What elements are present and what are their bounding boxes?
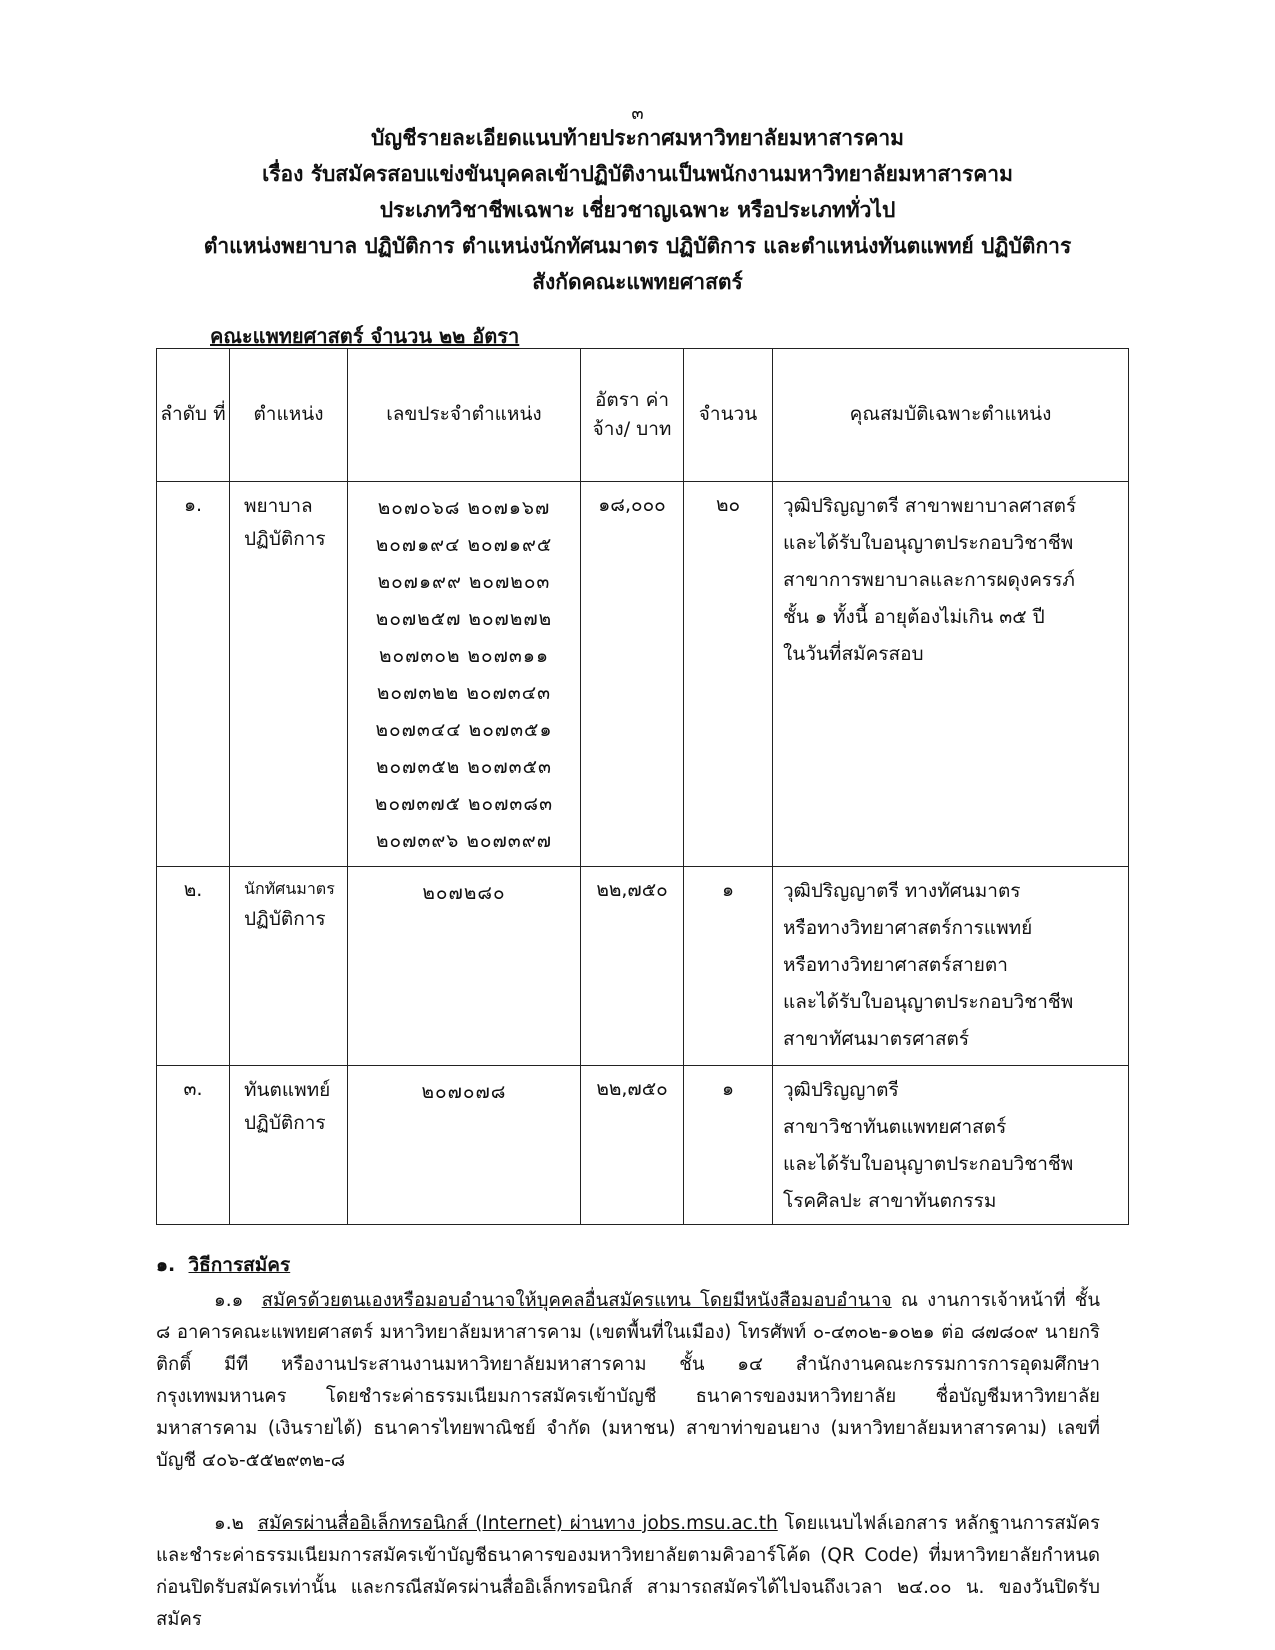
table-header-row — [157, 349, 1129, 482]
title-line-1: บัญชีรายละเอียดแนบท้ายประกาศมหาวิทยาลัยมหาสารคาม — [370, 126, 905, 150]
paragraph-body: ณ งานการเจ้าหน้าที่ ชั้น ๘ อาคารคณะแพทยศาสตร์ มหาวิทยาลัยมหาสารคาม (เขตพื้นที่ในเมือง) โทรศัพท์ ๐-๔๓๐๒-๑๐๒๑ ต่อ ๘๗๘๐๙ นายกริติกติ์ มีที หรืองานประสานงานมหาวิทยาลัยมหาสารคาม ชั้น ๑๔ สำนักงานคณะกรรมการการอุดมศึกษา กรุงเทพมหานคร โดยชำระค่าธรรมเนียมการสมัครเข้าบัญชี ธนาคารของมหาวิทยาลัย ชื่อบัญชีมหาวิทยาลัยมหาสารคาม (เงินรายได้) ธนาคารไทยพาณิชย์ จำกัด (มหาชน) สาขาท่าขอนยาง (มหาวิทยาลัยมหาสารคาม) เลขที่บัญชี ๔๐๖-๕๕๒๙๓๒-๘ — [156, 1290, 1101, 1471]
qualification-line: ชั้น ๑ ทั้งนี้ อายุต้องไม่เกิน ๓๕ ปี — [783, 606, 1045, 628]
paragraph-heading: สมัครผ่านสื่ออิเล็กทรอนิกส์ (Internet) ผ่านทาง jobs.msu.ac.th — [257, 1513, 778, 1534]
row-codes — [348, 1066, 581, 1225]
title-line-2: เรื่อง รับสมัครสอบแข่งขันบุคคลเข้าปฏิบัติงานเป็นพนักงานมหาวิทยาลัยมหาสารคาม — [262, 162, 1013, 186]
position-level: ปฏิบัติการ — [244, 528, 326, 551]
faculty-subheading: คณะแพทยศาสตร์ จำนวน ๒๒ อัตรา — [210, 324, 520, 348]
paragraph-1-2 — [156, 1508, 1100, 1636]
header-order: ลำดับ ที่ — [157, 349, 230, 482]
paragraph-number: ๑.๑ — [214, 1290, 244, 1311]
paragraph-number: ๑.๒ — [214, 1513, 244, 1534]
row-codes — [348, 867, 581, 1066]
qualification-line: หรือทางวิทยาศาสตร์การแพทย์ — [783, 917, 1033, 939]
code-line: ๒๐๗๓๕๒ ๒๐๗๓๕๓ — [375, 756, 553, 778]
row-order: ๓. — [157, 1066, 230, 1225]
row-position — [230, 1066, 348, 1225]
header-qualification: คุณสมบัติเฉพาะตำแหน่ง — [773, 349, 1129, 482]
row-position — [230, 867, 348, 1066]
row-codes — [348, 482, 581, 867]
code-line: ๒๐๗๓๗๕ ๒๐๗๓๘๓ — [374, 793, 554, 815]
qualification-line: หรือทางวิทยาศาสตร์สายตา — [783, 954, 1008, 976]
title-line-5: สังกัดคณะแพทยศาสตร์ — [532, 270, 743, 294]
code-line: ๒๐๗๓๙๖ ๒๐๗๓๙๗ — [375, 830, 552, 852]
row-qualification — [773, 867, 1129, 1066]
code-line: ๒๐๗๐๖๘ ๒๐๗๑๖๗ — [377, 497, 551, 519]
paragraph-heading: สมัครด้วยตนเองหรือมอบอำนาจให้บุคคลอื่นสมัครแทน โดยมีหนังสือมอบอำนาจ — [261, 1290, 892, 1311]
code-line: ๒๐๗๒๕๗ ๒๐๗๒๗๒ — [375, 608, 553, 630]
row-rate: ๑๘,๐๐๐ — [581, 482, 684, 867]
code-line: ๒๐๗๓๐๒ ๒๐๗๓๑๑ — [378, 645, 550, 667]
code-line: ๒๐๗๓๔๔ ๒๐๗๓๕๑ — [375, 719, 553, 741]
section-heading — [156, 1250, 290, 1280]
header-rate: อัตรา ค่าจ้าง/ บาท — [581, 349, 684, 482]
qualification-line: สาขาวิชาทันตแพทยศาสตร์ — [783, 1116, 1007, 1138]
position-name: พยาบาล — [244, 495, 313, 517]
row-rate: ๒๒,๗๕๐ — [581, 867, 684, 1066]
table-row — [157, 482, 1129, 867]
page-number: ๓ — [631, 103, 644, 124]
code-line: ๒๐๗๓๒๒ ๒๐๗๓๔๓ — [376, 682, 552, 704]
row-count: ๑ — [684, 1066, 773, 1225]
row-order: ๑. — [157, 482, 230, 867]
qualification-line: สาขาทัศนมาตรศาสตร์ — [783, 1028, 970, 1050]
paragraph-body: โดยแนบไฟล์เอกสาร หลักฐานการสมัครและชำระค่าธรรมเนียมการสมัครเข้าบัญชีธนาคารของมหาวิทยาลัยตามคิวอาร์โค้ด (QR Code) ที่มหาวิทยาลัยกำหนดก่อนปิดรับสมัครเท่านั้น และกรณีสมัครผ่านสื่ออิเล็กทรอนิกส์ สามารถสมัครได้ไปจนถึงเวลา ๒๔.๐๐ น. ของวันปิดรับสมัคร — [156, 1513, 1100, 1630]
qualification-line: สาขาการพยาบาลและการผดุงครรภ์ — [783, 569, 1075, 591]
position-name: นักทัศนมาตร — [244, 879, 335, 898]
header-count: จำนวน — [684, 349, 773, 482]
title-line-3: ประเภทวิชาชีพเฉพาะ เชี่ยวชาญเฉพาะ หรือประเภททั่วไป — [379, 198, 896, 222]
row-count: ๑ — [684, 867, 773, 1066]
qualification-line: วุฒิปริญญาตรี — [783, 1079, 899, 1101]
table-row — [157, 1066, 1129, 1225]
qualification-line: วุฒิปริญญาตรี ทางทัศนมาตร — [783, 880, 1021, 902]
positions-table — [156, 348, 1129, 1225]
qualification-line: และได้รับใบอนุญาตประกอบวิชาชีพ — [783, 1153, 1074, 1175]
code-line: ๒๐๗๐๗๘ — [421, 1081, 507, 1103]
position-name: ทันตแพทย์ — [244, 1079, 331, 1101]
paragraph-1-1 — [156, 1285, 1100, 1477]
row-count: ๒๐ — [684, 482, 773, 867]
row-rate: ๒๒,๗๕๐ — [581, 1066, 684, 1225]
qualification-line: วุฒิปริญญาตรี สาขาพยาบาลศาสตร์ — [783, 495, 1077, 517]
row-qualification — [773, 482, 1129, 867]
qualification-line: และได้รับใบอนุญาตประกอบวิชาชีพ — [783, 532, 1074, 554]
code-line: ๒๐๗๒๘๐ — [422, 882, 506, 904]
position-level: ปฏิบัติการ — [244, 1112, 326, 1135]
qualification-line: และได้รับใบอนุญาตประกอบวิชาชีพ — [783, 991, 1074, 1013]
qualification-line: โรคศิลปะ สาขาทันตกรรม — [783, 1190, 997, 1212]
row-position — [230, 482, 348, 867]
row-qualification — [773, 1066, 1129, 1225]
code-line: ๒๐๗๑๙๔ ๒๐๗๑๙๕ — [375, 534, 553, 556]
code-line: ๒๐๗๑๙๙ ๒๐๗๒๐๓ — [377, 571, 551, 593]
section-title: วิธีการสมัคร — [188, 1254, 291, 1276]
qualification-line: ในวันที่สมัครสอบ — [783, 643, 924, 665]
position-level: ปฏิบัติการ — [244, 908, 326, 930]
row-order: ๒. — [157, 867, 230, 1066]
title-line-4: ตำแหน่งพยาบาล ปฏิบัติการ ตำแหน่งนักทัศนมาตร ปฏิบัติการ และตำแหน่งทันตแพทย์ ปฏิบัติการ — [203, 234, 1072, 258]
header-position: ตำแหน่ง — [230, 349, 348, 482]
table-row — [157, 867, 1129, 1066]
header-codes: เลขประจำตำแหน่ง — [348, 349, 581, 482]
section-number: ๑. — [156, 1254, 176, 1276]
